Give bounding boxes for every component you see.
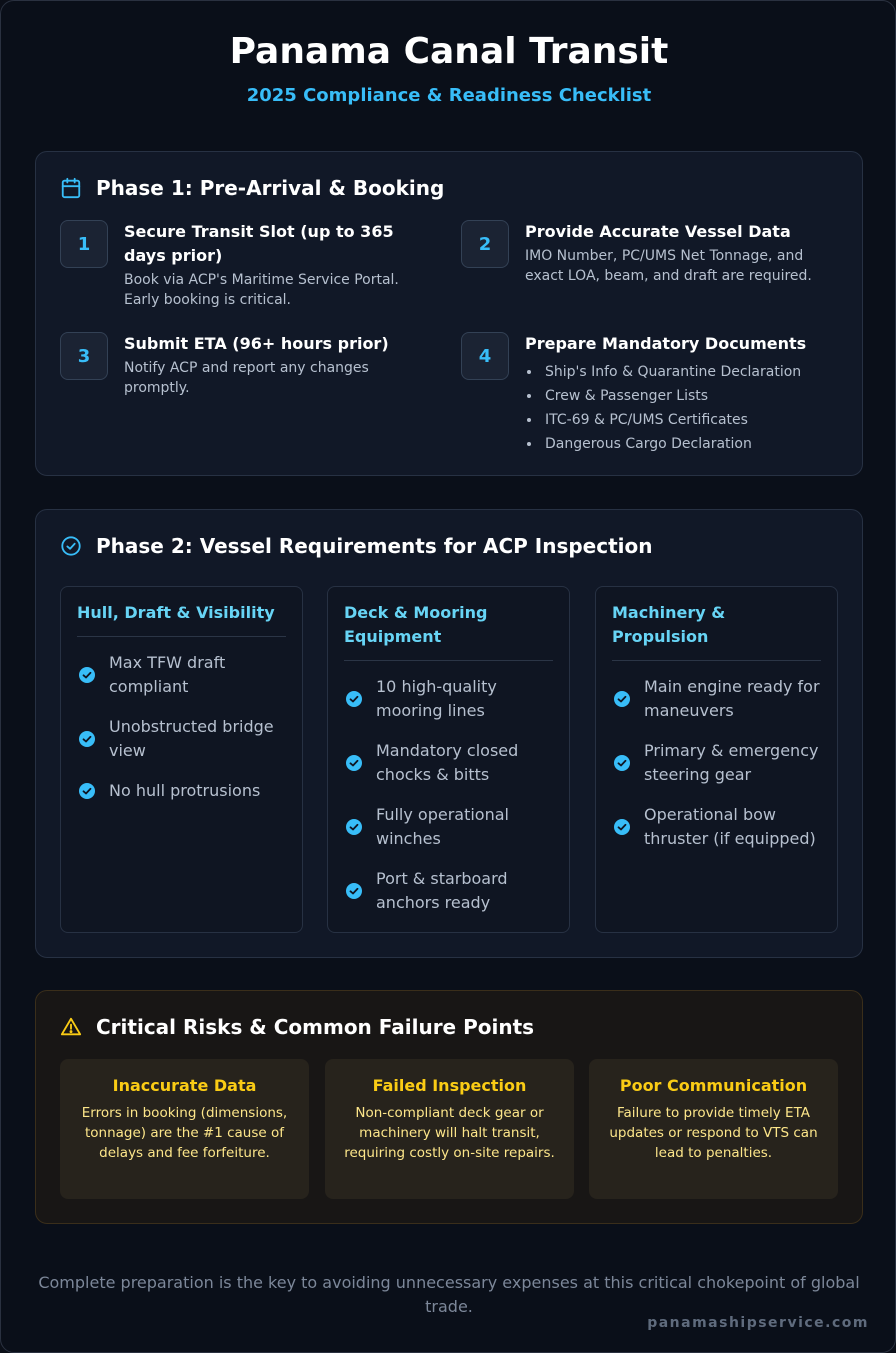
risks-header [60,1015,534,1039]
check-circle-icon [346,883,362,899]
list-item: No hull protrusions [77,779,292,803]
check-circle-icon [79,783,95,799]
list-item: ITC-69 & PC/UMS Certificates [525,408,825,432]
phase1-header [60,176,444,200]
requirement-list [77,651,292,819]
list-item: Mandatory closed chocks & bitts [344,739,559,787]
phase2-title: Phase 2: Vessel Requirements for ACP Inspection [96,534,653,558]
column-title: Machinery & Propulsion [612,601,821,661]
phase2-header [60,534,652,558]
step-description: Notify ACP and report any changes promptly. [124,360,369,396]
list-item: Crew & Passenger Lists [525,384,825,408]
list-item: Unobstructed bridge view [77,715,292,763]
requirement-column [327,586,570,933]
phase2-card [35,509,863,958]
risk-description: Non-compliant deck gear or machinery will halt transit, requiring costly on-site repairs. [344,1105,555,1161]
document-list [525,360,825,456]
check-circle-icon [79,731,95,747]
requirement-column [60,586,303,933]
requirement-column [595,586,838,933]
step-title: Secure Transit Slot (up to 365 days prior) [124,222,394,265]
list-item: 10 high-quality mooring lines [344,675,559,723]
risks-title: Critical Risks & Common Failure Points [96,1015,535,1039]
warning-icon [60,1016,82,1038]
check-circle-icon [346,691,362,707]
risk-title: Inaccurate Data [112,1076,257,1095]
step-title: Submit ETA (96+ hours prior) [124,334,389,353]
risk-title: Poor Communication [619,1076,808,1095]
footer-url: panamashipservice.com [647,1315,869,1331]
risks-card [35,990,863,1224]
check-circle-icon [614,755,630,771]
risk-description: Failure to provide timely ETA updates or respond to VTS can lead to penalties. [609,1105,818,1161]
check-circle-icon [346,755,362,771]
requirement-list [612,675,827,867]
risk-item [325,1059,574,1199]
check-circle-icon [614,819,630,835]
check-circle-icon [79,667,95,683]
check-circle-icon [346,819,362,835]
step-number: 1 [60,220,108,268]
risk-item [589,1059,838,1199]
list-item: Port & starboard anchors ready [344,867,559,915]
phase1-card [35,151,863,476]
list-item: Primary & emergency steering gear [612,739,827,787]
step-title: Prepare Mandatory Documents [525,334,807,353]
step-number: 3 [60,332,108,380]
step-description: IMO Number, PC/UMS Net Tonnage, and exact LOA, beam, and draft are required. [525,248,812,284]
list-item: Dangerous Cargo Declaration [525,432,825,456]
list-item: Ship's Info & Quarantine Declaration [525,360,825,384]
calendar-icon [60,177,82,199]
column-title: Deck & Mooring Equipment [344,601,553,661]
column-title: Hull, Draft & Visibility [77,601,286,637]
check-circle-icon [60,535,82,557]
requirement-list [344,675,559,931]
list-item: Operational bow thruster (if equipped) [612,803,827,851]
list-item: Fully operational winches [344,803,559,851]
step-number: 2 [461,220,509,268]
phase1-title: Phase 1: Pre-Arrival & Booking [96,176,445,200]
footer-text: Complete preparation is the key to avoiding unnecessary expenses at this critical chokepoint of global trade. [38,1273,860,1316]
page-subtitle: 2025 Compliance & Readiness Checklist [246,85,652,106]
check-circle-icon [614,691,630,707]
risk-item [60,1059,309,1199]
list-item: Main engine ready for maneuvers [612,675,827,723]
list-item: Max TFW draft compliant [77,651,292,699]
risk-title: Failed Inspection [372,1076,527,1095]
step-title: Provide Accurate Vessel Data [525,222,791,241]
page-title: Panama Canal Transit [229,31,669,72]
step-description: Book via ACP's Maritime Service Portal. Early booking is critical. [124,272,399,308]
risk-description: Errors in booking (dimensions, tonnage) are the #1 cause of delays and fee forfeiture. [81,1105,288,1161]
step-number: 4 [461,332,509,380]
